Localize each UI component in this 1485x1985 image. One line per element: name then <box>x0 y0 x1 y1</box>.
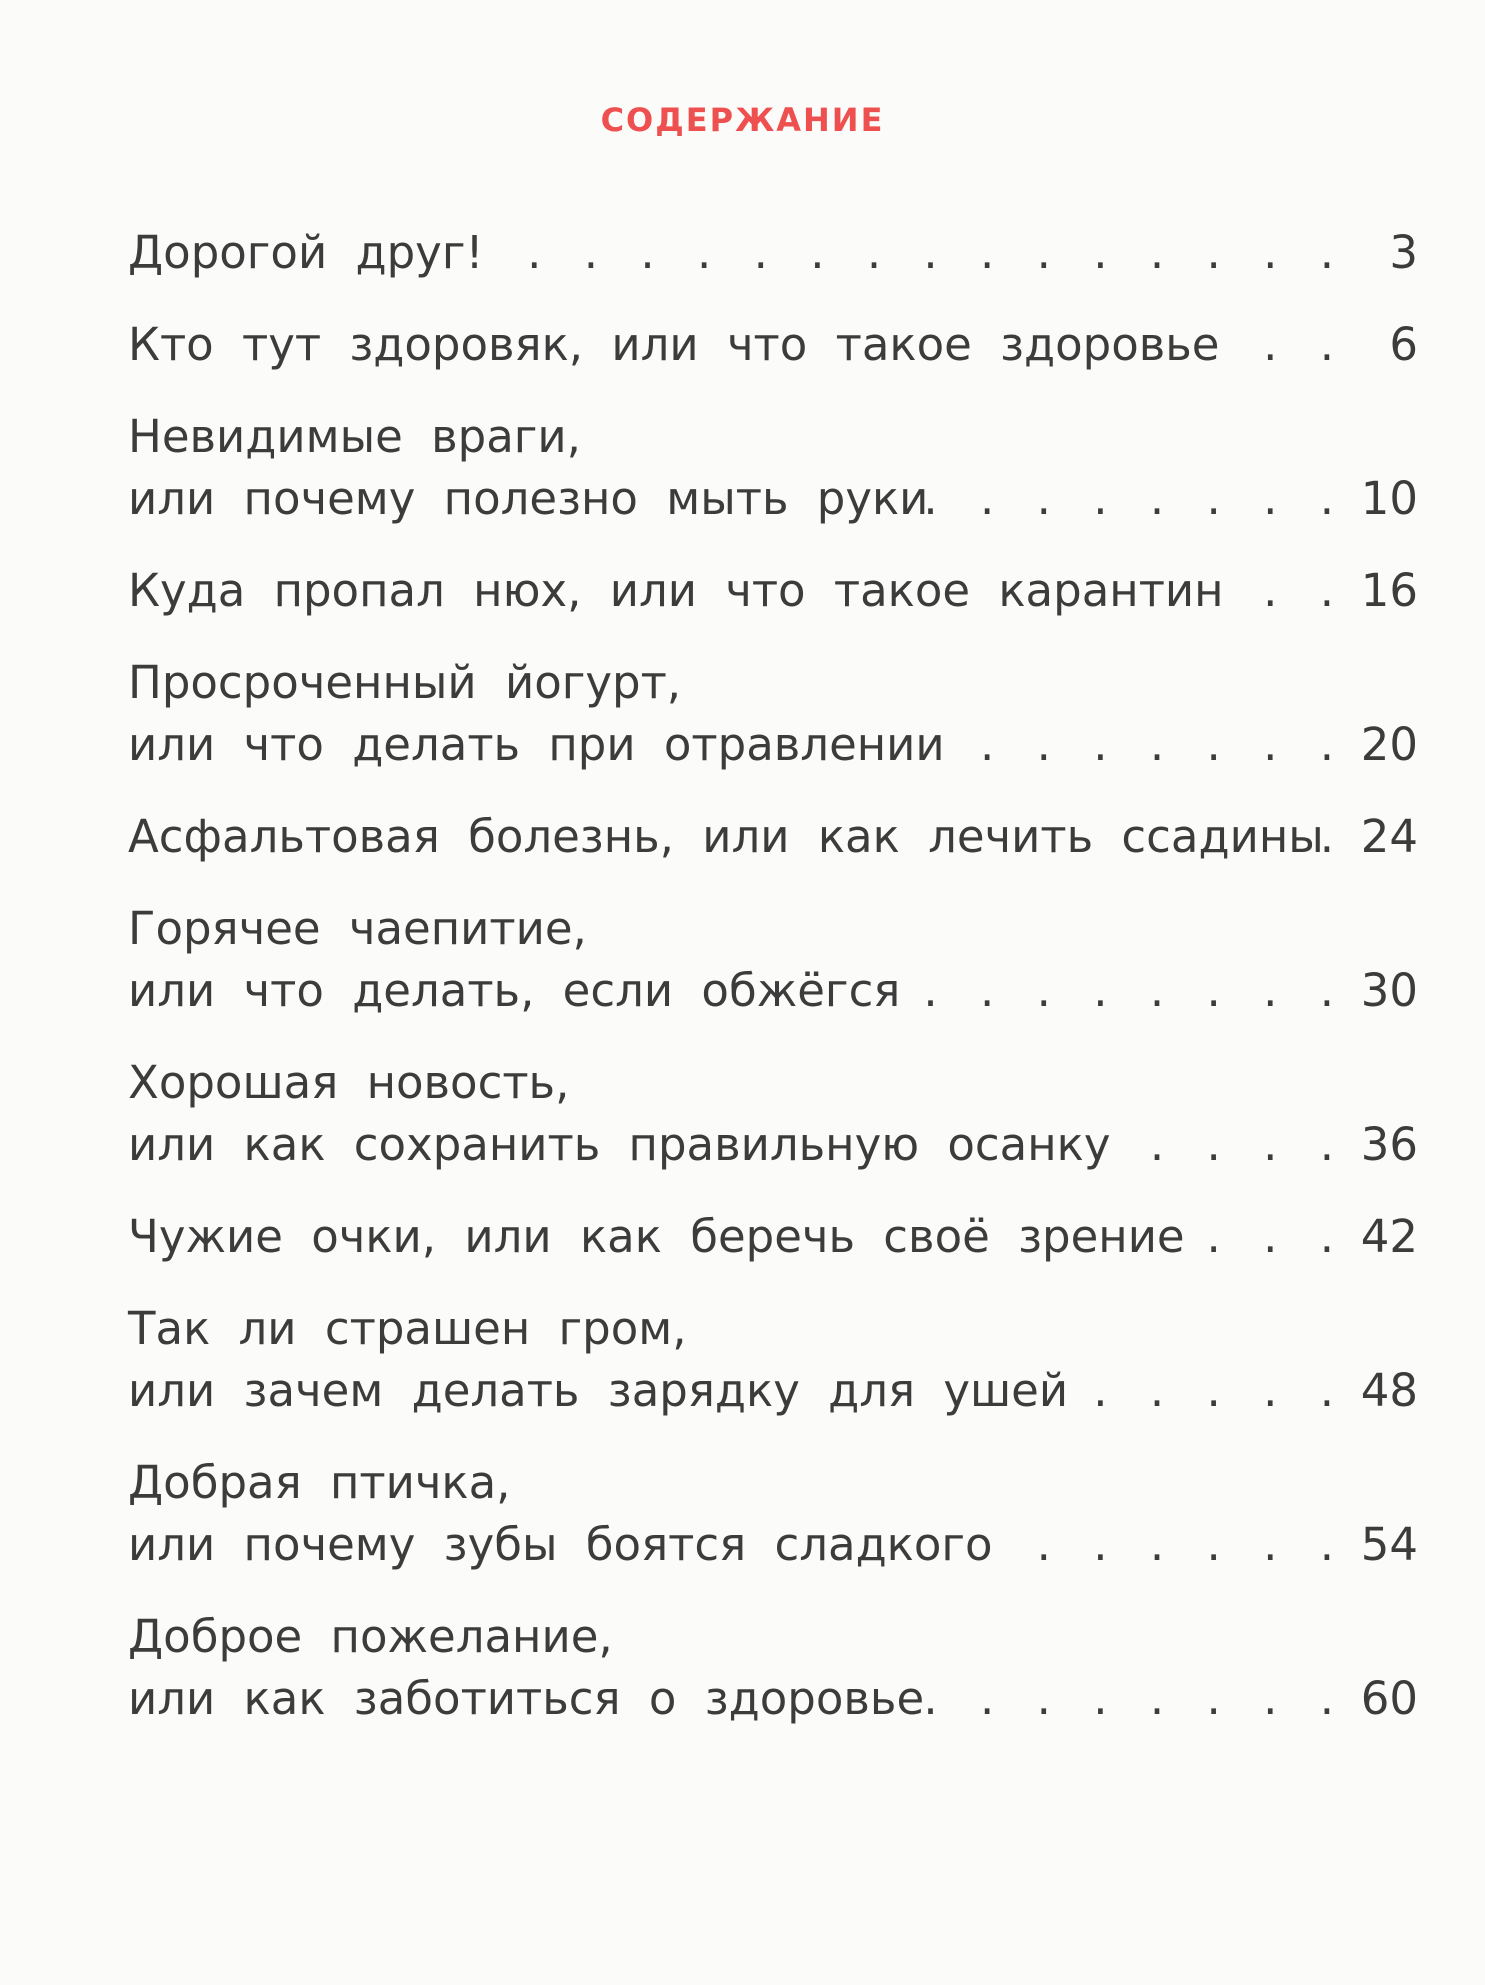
dot-leader <box>924 1668 1348 1730</box>
toc-entry-subtitle: или как сохранить правильную осанку <box>128 1118 1111 1171</box>
toc-entry-line <box>128 1360 1418 1422</box>
toc-page-number: 24 <box>1360 810 1418 863</box>
toc-entry-title: Хорошая новость, <box>128 1056 570 1109</box>
page-title: содержание <box>600 88 885 142</box>
toc-entry-line <box>128 1606 1418 1668</box>
toc-entry-subtitle: или почему зубы боятся сладкого <box>128 1518 993 1571</box>
toc-entry-line <box>128 314 1418 376</box>
toc-entry-subtitle: или почему полезно мыть руки <box>128 472 929 525</box>
dot-leader <box>900 960 1348 1022</box>
toc-entry-line <box>128 468 1418 530</box>
toc-page-number: 30 <box>1360 964 1418 1017</box>
toc-entry-subtitle: или что делать, если обжёгся <box>128 964 901 1017</box>
toc-entry[interactable] <box>128 314 1418 376</box>
toc-entry-title: Куда пропал нюх, или что такое карантин <box>128 564 1224 617</box>
toc-entry-title: Асфальтовая болезнь, или как лечить ссадины <box>128 810 1324 863</box>
toc-entry-line <box>128 1668 1418 1730</box>
toc-entry-line <box>128 222 1418 284</box>
toc-page-number: 36 <box>1360 1118 1418 1171</box>
toc-page-number: 3 <box>1389 226 1418 279</box>
dot-leader <box>1110 1114 1348 1176</box>
dot-leader <box>993 1514 1348 1576</box>
toc-entry[interactable] <box>128 652 1418 776</box>
toc-entry[interactable] <box>128 898 1418 1022</box>
toc-entry-line <box>128 1114 1418 1176</box>
toc-entry-subtitle: или что делать при отравлении <box>128 718 945 771</box>
dot-leader <box>945 714 1348 776</box>
toc-entry-line <box>128 898 1418 960</box>
toc-entry[interactable] <box>128 1606 1418 1730</box>
toc-entry-title: Доброе пожелание, <box>128 1610 613 1663</box>
toc-entry-line <box>128 1298 1418 1360</box>
toc-entry[interactable] <box>128 406 1418 530</box>
toc-entry-title: Кто тут здоровяк, или что такое здоровье <box>128 318 1220 371</box>
dot-leader <box>1185 1206 1348 1268</box>
toc-page-number: 60 <box>1360 1672 1418 1725</box>
toc-entry-line <box>128 806 1418 868</box>
toc-entry-line <box>128 652 1418 714</box>
toc-entry-title: Горячее чаепитие, <box>128 902 587 955</box>
toc-entry-line <box>128 1452 1418 1514</box>
dot-leader <box>1324 806 1348 868</box>
toc-page-number: 48 <box>1360 1364 1418 1417</box>
toc-entry-line <box>128 960 1418 1022</box>
dot-leader <box>484 222 1349 284</box>
toc-entry-title: Дорогой друг! <box>128 226 484 279</box>
toc-entry-title: Невидимые враги, <box>128 410 581 463</box>
toc-page-number: 6 <box>1389 318 1418 371</box>
toc-page-number: 54 <box>1360 1518 1418 1571</box>
toc-entry[interactable] <box>128 222 1418 284</box>
toc-entry-title: Так ли страшен гром, <box>128 1302 687 1355</box>
toc-entry-line <box>128 1052 1418 1114</box>
toc-entry[interactable] <box>128 806 1418 868</box>
toc-page-number: 20 <box>1360 718 1418 771</box>
toc-entry-line <box>128 714 1418 776</box>
toc-entry[interactable] <box>128 560 1418 622</box>
toc-page-number: 10 <box>1360 472 1418 525</box>
toc-entry[interactable] <box>128 1052 1418 1176</box>
toc-entry-title: Просроченный йогурт, <box>128 656 682 709</box>
dot-leader <box>1224 560 1348 622</box>
toc-entry-subtitle: или зачем делать зарядку для ушей <box>128 1364 1069 1417</box>
toc-entry-line <box>128 1514 1418 1576</box>
dot-leader <box>1068 1360 1348 1422</box>
dot-leader <box>928 468 1348 530</box>
toc-entry[interactable] <box>128 1452 1418 1576</box>
toc-page-number: 42 <box>1360 1210 1418 1263</box>
toc-entry-title: Чужие очки, или как беречь своё зрение <box>128 1210 1185 1263</box>
toc-entry-line <box>128 1206 1418 1268</box>
toc-entry-line <box>128 406 1418 468</box>
toc-entry[interactable] <box>128 1206 1418 1268</box>
toc-entry-title: Добрая птичка, <box>128 1456 511 1509</box>
dot-leader <box>1220 314 1349 376</box>
table-of-contents <box>128 222 1418 1760</box>
toc-entry-line <box>128 560 1418 622</box>
toc-page-number: 16 <box>1360 564 1418 617</box>
toc-entry-subtitle: или как заботиться о здоровье <box>128 1672 925 1725</box>
toc-entry[interactable] <box>128 1298 1418 1422</box>
